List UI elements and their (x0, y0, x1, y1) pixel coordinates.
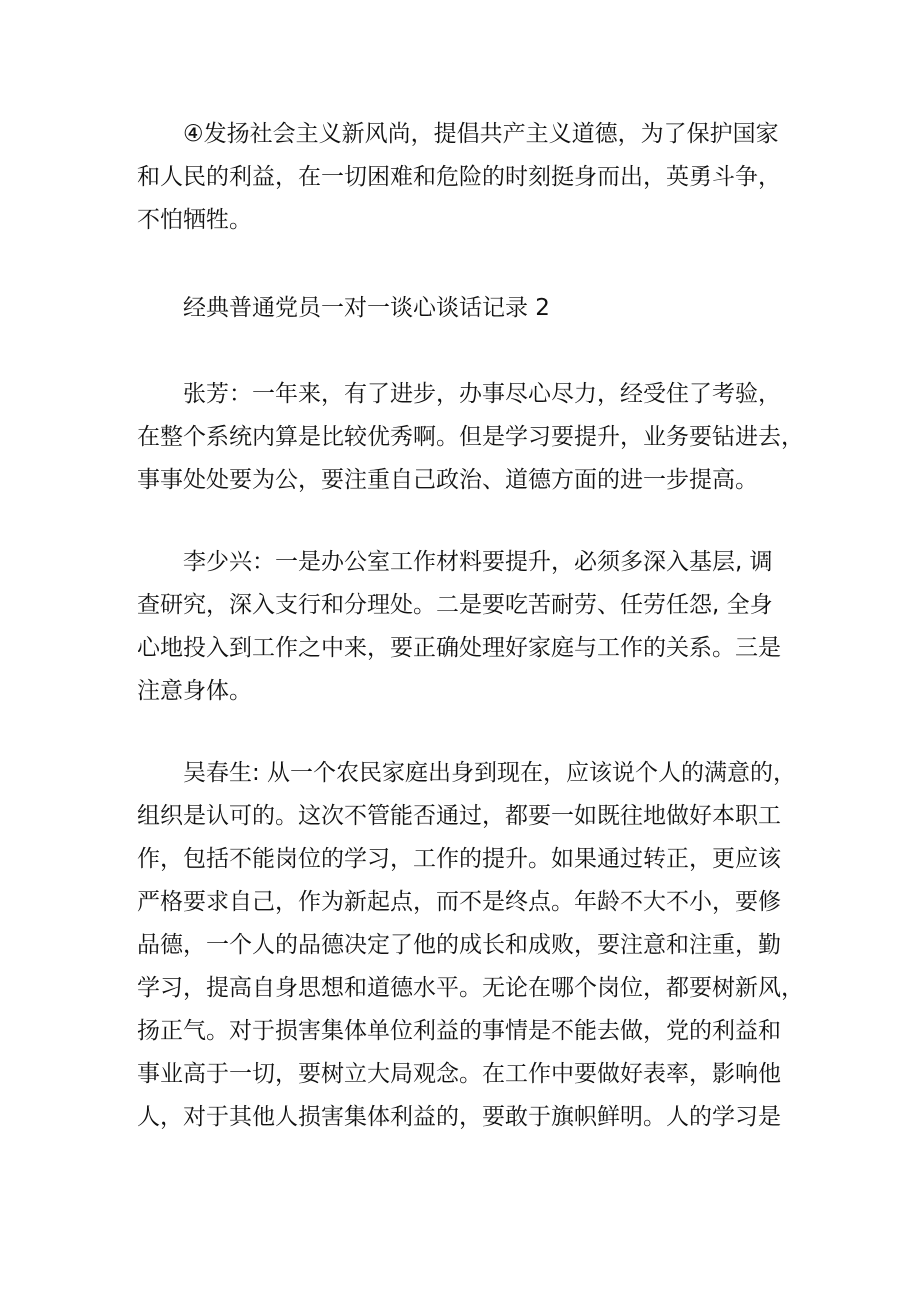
text-line: 人，对于其他人损害集体利益的，要敢于旗帜鲜明。人的学习是 (137, 1104, 781, 1130)
text-line: 在整个系统内算是比较优秀啊。但是学习要提升，业务要钻进去， (137, 424, 804, 450)
paragraph-li-shaoxing (137, 541, 797, 713)
text-line: 事事处处要为公，要注重自己政治、道德方面的进一步提高。 (137, 467, 758, 493)
text-line: 品德，一个人的品德决定了他的成长和成败，要注意和注重，勤 (137, 932, 781, 958)
text-line: 注意身体。 (137, 678, 252, 704)
text-line: 扬正气。对于损害集体单位利益的事情是不能去做，党的利益和 (137, 1018, 781, 1044)
text-line: 不怕牺牲。 (137, 207, 252, 233)
text-line: 和人民的利益，在一切困难和危险的时刻挺身而出，英勇斗争， (137, 164, 781, 190)
paragraph-wu-chunsheng (137, 752, 804, 1139)
text-line: 查研究，深入支行和分理处。二是要吃苦耐劳、任劳任怨, 全身 (137, 592, 773, 618)
text-line: ④发扬社会主义新风尚，提倡共产主义道德，为了保护国家 (183, 121, 779, 147)
text-line: 作，包括不能岗位的学习，工作的提升。如果通过转正，更应该 (137, 846, 781, 872)
paragraph-zhang-fang (137, 373, 804, 502)
text-line: 张芳：一年来，有了进步，办事尽心尽力，经受住了考验， (183, 381, 781, 407)
text-line: 组织是认可的。这次不管能否通过，都要一如既往地做好本职工 (137, 803, 781, 829)
section-heading (137, 287, 797, 330)
heading-text: 经典普通党员一对一谈心谈话记录 2 (183, 295, 550, 321)
text-line: 吴春生: 从一个农民家庭出身到现在，应该说个人的满意的， (183, 760, 797, 786)
text-line: 李少兴：一是办公室工作材料要提升，必须多深入基层, 调 (183, 549, 773, 575)
text-line: 学习，提高自身思想和道德水平。无论在哪个岗位，都要树新风， (137, 975, 804, 1001)
text-line: 严格要求自己，作为新起点，而不是终点。年龄不大不小，要修 (137, 889, 781, 915)
text-line: 心地投入到工作之中来，要正确处理好家庭与工作的关系。三是 (137, 635, 781, 661)
paragraph-citizen-duty (137, 113, 797, 242)
text-line: 事业高于一切，要树立大局观念。在工作中要做好表率，影响他 (137, 1061, 781, 1087)
